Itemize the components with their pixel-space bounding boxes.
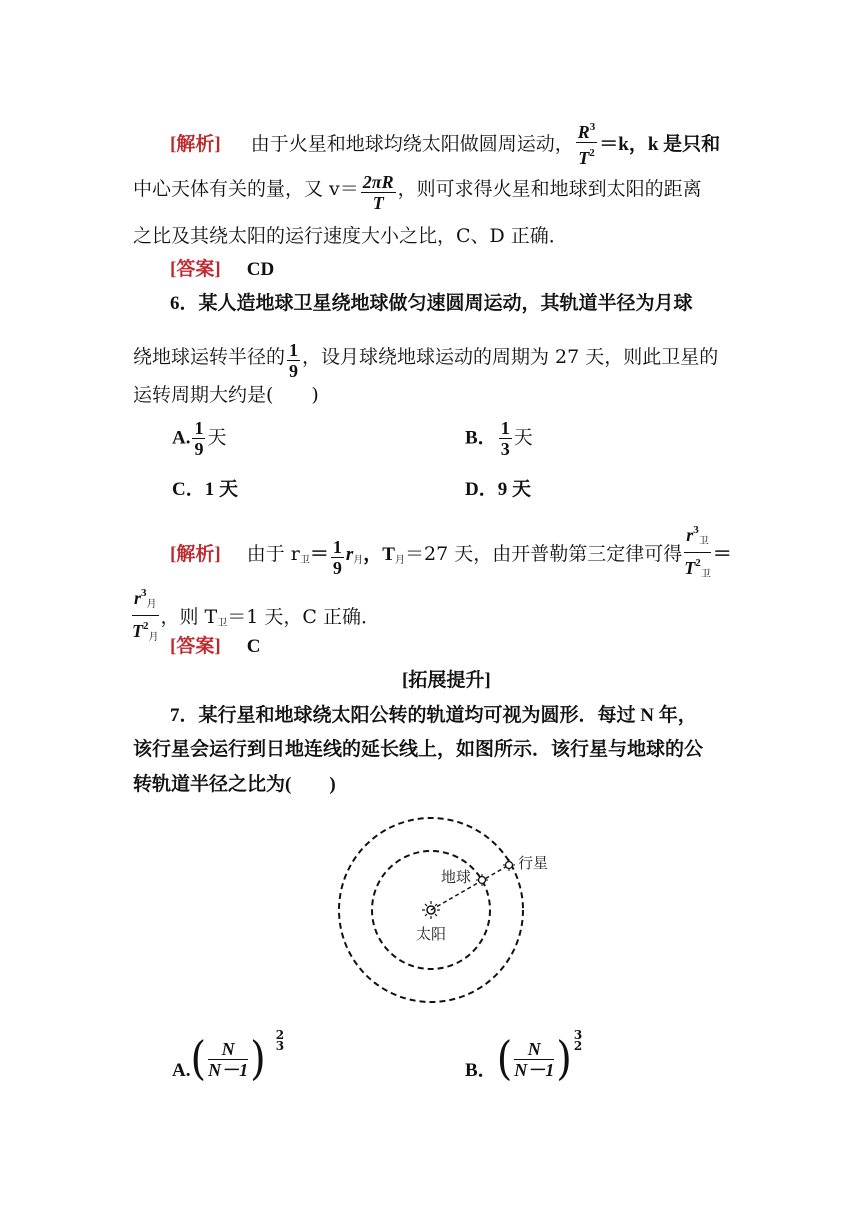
orbit-diagram bbox=[333, 815, 573, 1045]
q6-analysis-line-2: $\frac{r^3_月}{T^2_月}$ ，则 $T_卫=1$ 天，C 正确． bbox=[130, 583, 380, 648]
answer-value: CD bbox=[246, 259, 275, 280]
sun-label: 太阳 bbox=[416, 925, 447, 943]
q6-answer bbox=[170, 634, 260, 659]
q6-option-a[interactable]: A. $\frac{1}{9}$ 天 bbox=[172, 418, 227, 459]
q6-option-b[interactable]: B． $\frac{1}{3}$ 天 bbox=[465, 418, 533, 459]
fraction-r3-t2-satellite: $\frac{r^3_卫}{T^2_卫}$ bbox=[684, 520, 711, 585]
q7-stem-line-1: 7．某行星和地球绕太阳公转的轨道均可视为圆形．每过 N 年， bbox=[170, 705, 697, 726]
section-title: [拓展提升] bbox=[402, 670, 491, 691]
q7-option-a[interactable]: A.( $\frac{N}{N-1}$ ) 2 3 bbox=[172, 1028, 285, 1086]
q5-analysis-line-3: 之比及其绕太阳的运行速度大小之比，C、D 正确． bbox=[133, 225, 568, 247]
q5-analysis-line-1 bbox=[170, 117, 720, 168]
fraction-one-ninth: $\frac{1}{9}$ bbox=[289, 340, 299, 381]
earth-icon bbox=[476, 874, 488, 886]
q5-analysis-line-2 bbox=[133, 172, 702, 213]
q6-stem-line-3: 运转周期大约是( ) bbox=[133, 384, 319, 406]
fraction-2pir-t: $\frac{2\pi R}{T}$ bbox=[362, 172, 394, 213]
q5-answer bbox=[170, 257, 274, 282]
q5-analysis-text-1a: 由于火星和地球均绕太阳做圆周运动， bbox=[250, 133, 574, 155]
answer-value: C bbox=[246, 636, 261, 657]
q5-analysis-text-1b: ＝k，k 是只和 bbox=[599, 134, 721, 155]
q6-analysis-line-1: [解析] 由于 $r_卫=$ $\frac{1}{9}$ $r_月$，$T_月=27$ 天，由开普勒第三定律可得 $\frac{r^3_卫}{T^2_卫}$ ＝ bbox=[170, 520, 732, 585]
fraction-r3-t2: $\frac{R^3}{T^2}$ bbox=[576, 117, 598, 168]
q6-option-c[interactable]: C．1 天 bbox=[172, 479, 238, 500]
q5-analysis-text-2a: 中心天体有关的量，又 v＝ bbox=[133, 178, 359, 200]
answer-tag: [答案] bbox=[170, 636, 221, 657]
answer-tag: [答案] bbox=[170, 259, 221, 280]
q7-stem-line-2: 该行星会运行到日地连线的延长线上，如图所示．该行星与地球的公 bbox=[133, 739, 704, 760]
q6-stem-line-2: 绕地球运转半径的 $\frac{1}{9}$ ，设月球绕地球运动的周期为 27 天，则此卫星的 bbox=[133, 340, 719, 381]
q7-stem-line-3: 转轨道半径之比为( ) bbox=[133, 774, 336, 795]
fraction-r3-t2-moon: $\frac{r^3_月}{T^2_月}$ bbox=[132, 583, 159, 648]
analysis-tag: [解析] bbox=[170, 544, 221, 565]
q6-option-d[interactable]: D．9 天 bbox=[465, 479, 531, 500]
q6-stem-line-1: 6．某人造地球卫星绕地球做匀速圆周运动，其轨道半径为月球 bbox=[170, 293, 693, 314]
planet-label: 行星 bbox=[518, 854, 549, 872]
analysis-tag: [解析] bbox=[170, 134, 221, 155]
q7-option-b[interactable]: B．( $\frac{N}{N-1}$ ) 3 2 bbox=[465, 1028, 583, 1086]
q5-analysis-text-2b: ，则可求得火星和地球到太阳的距离 bbox=[397, 178, 702, 200]
earth-label: 地球 bbox=[441, 868, 472, 886]
